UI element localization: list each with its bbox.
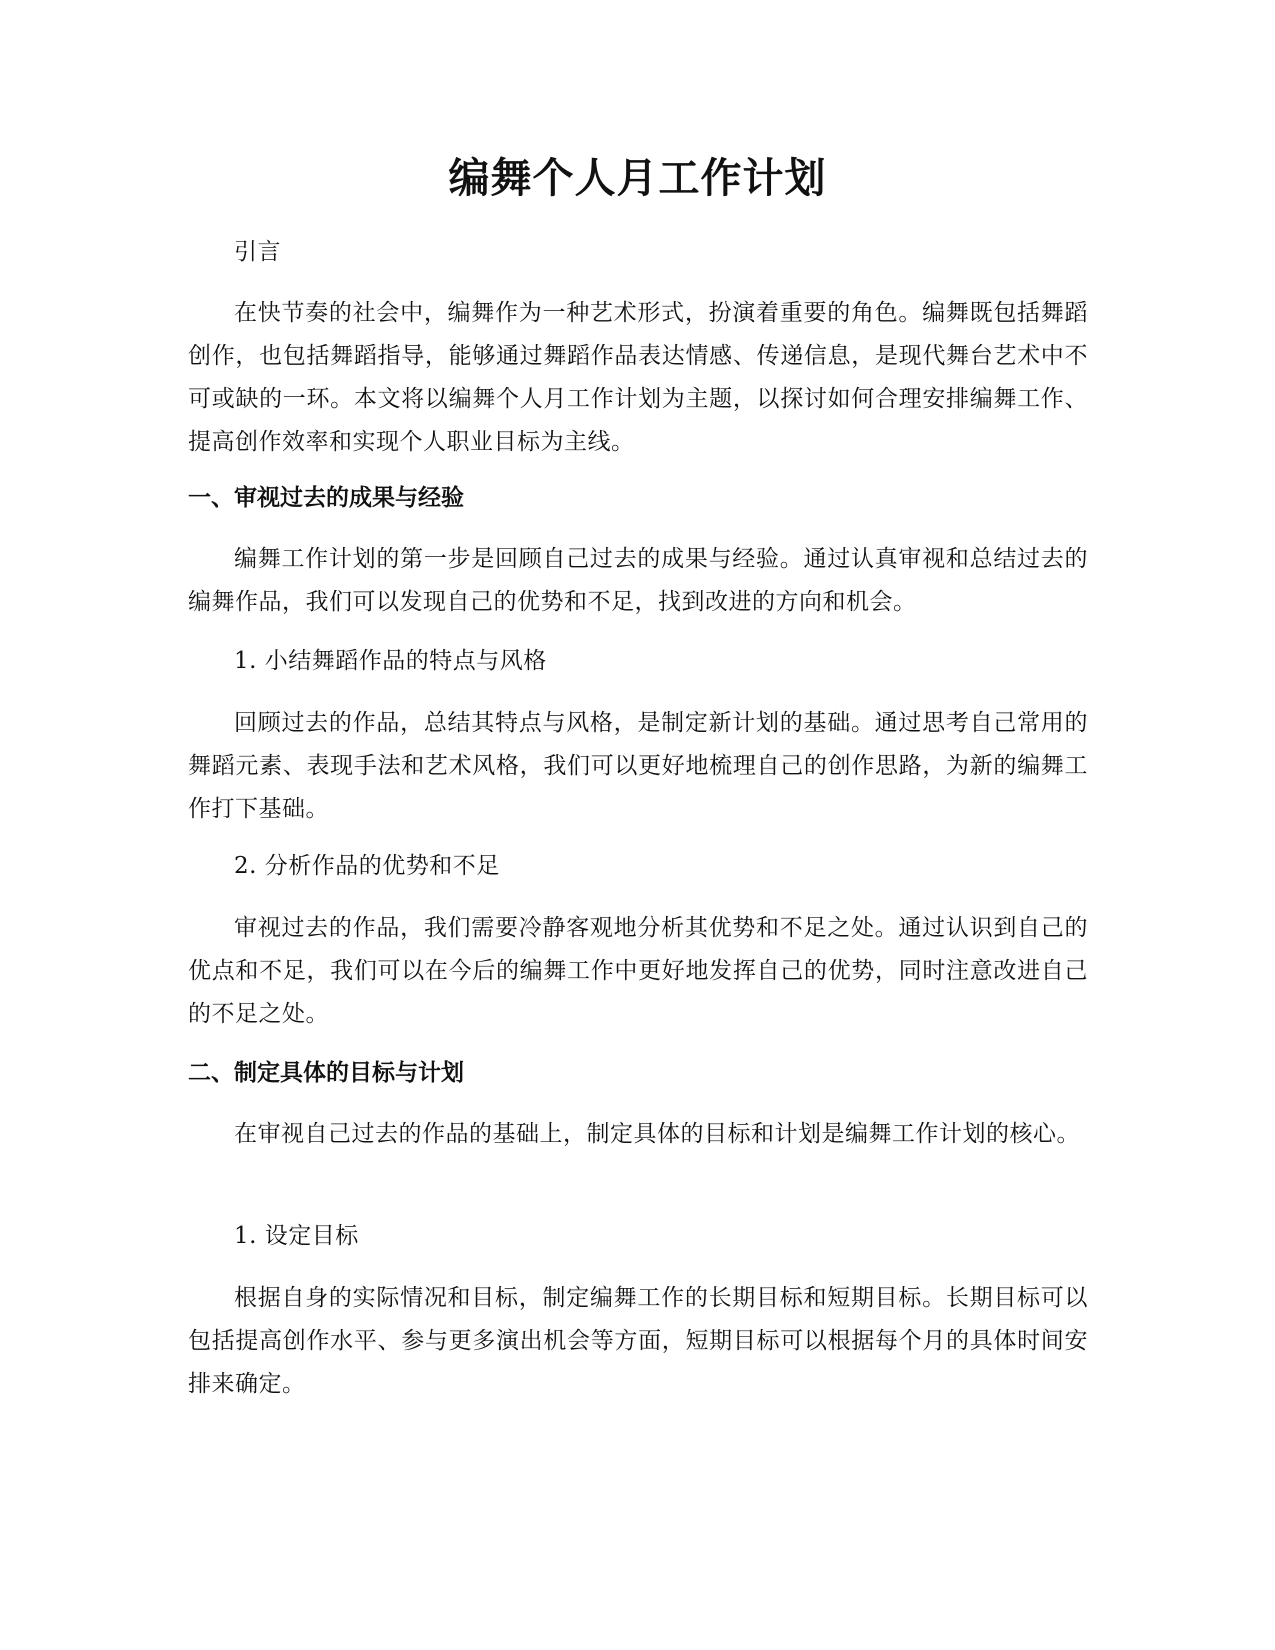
section-2-item-1-label: 1. 设定目标 — [234, 1223, 359, 1249]
section-1-item-2-text: 审视过去的作品，我们需要冷静客观地分析其优势和不足之处。通过认识到自己的优点和不足，我们可以在今后的编舞工作中更好地发挥自己的优势，同时注意改进自己的不足之处。 — [188, 915, 1088, 1027]
section-1-item-2-label: 2. 分析作品的优势和不足 — [234, 853, 500, 879]
intro-label: 引言 — [234, 239, 281, 265]
section-2-heading: 二、制定具体的目标与计划 — [188, 1060, 464, 1086]
section-1-paragraph: 编舞工作计划的第一步是回顾自己过去的成果与经验。通过认真审视和总结过去的编舞作品，我们可以发现自己的优势和不足，找到改进的方向和机会。 — [188, 546, 1088, 615]
document-title: 编舞个人月工作计划 — [448, 154, 827, 202]
section-2-paragraph: 在审视自己过去的作品的基础上，制定具体的目标和计划是编舞工作计划的核心。 — [234, 1121, 1080, 1147]
section-1-heading: 一、审视过去的成果与经验 — [188, 485, 464, 511]
intro-paragraph: 在快节奏的社会中，编舞作为一种艺术形式，扮演着重要的角色。编舞既包括舞蹈创作，也包括舞蹈指导，能够通过舞蹈作品表达情感、传递信息，是现代舞台艺术中不可或缺的一环。本文将以编舞个人月工作计划为主题，以探讨如何合理安排编舞工作、提高创作效率和实现个人职业目标为主线。 — [188, 300, 1088, 455]
section-2-item-1-text: 根据自身的实际情况和目标，制定编舞工作的长期目标和短期目标。长期目标可以包括提高创作水平、参与更多演出机会等方面，短期目标可以根据每个月的具体时间安排来确定。 — [188, 1285, 1088, 1397]
section-1-item-1-text: 回顾过去的作品，总结其特点与风格，是制定新计划的基础。通过思考自己常用的舞蹈元素、表现手法和艺术风格，我们可以更好地梳理自己的创作思路，为新的编舞工作打下基础。 — [188, 710, 1088, 822]
section-1-item-1-label: 1. 小结舞蹈作品的特点与风格 — [234, 648, 547, 674]
